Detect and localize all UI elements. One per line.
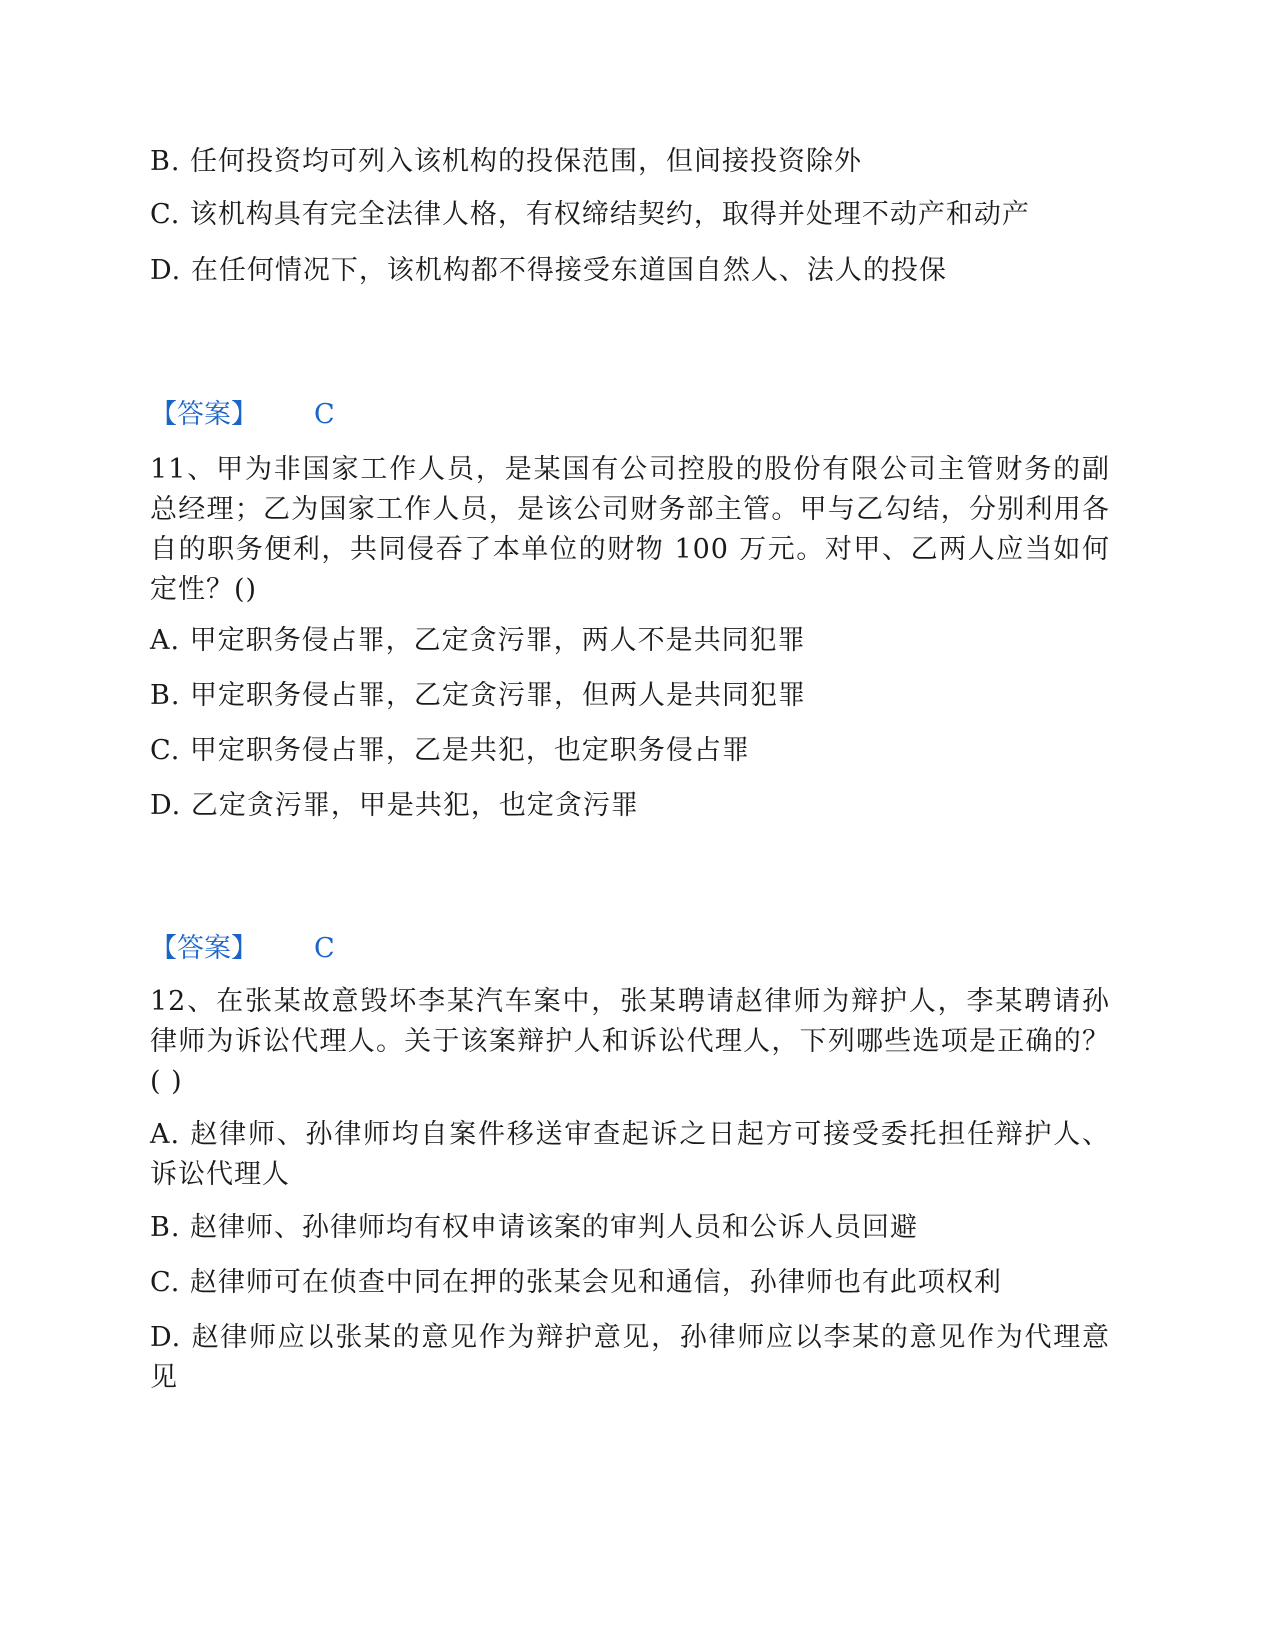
answer-label: 【答案】 <box>150 933 258 964</box>
answer-value: C <box>314 399 335 430</box>
answer-line <box>150 395 335 435</box>
option-b: B. 任何投资均可列入该机构的投保范围，但间接投资除外 <box>150 146 863 177</box>
question-12-option-d: D. 赵律师应以张某的意见作为辩护意见，孙律师应以李某的意见作为代理意见 <box>150 1322 1110 1393</box>
question-11-option-a: A. 甲定职务侵占罪，乙定贪污罪，两人不是共同犯罪 <box>150 625 806 656</box>
question-11-option-d: D. 乙定贪污罪，甲是共犯，也定贪污罪 <box>150 790 639 821</box>
answer-value: C <box>314 933 335 964</box>
question-12-stem: 12、在张某故意毁坏李某汽车案中，张某聘请赵律师为辩护人，李某聘请孙律师为诉讼代理人。关于该案辩护人和诉讼代理人，下列哪些选项是正确的？( ) <box>150 986 1110 1097</box>
question-11-option-c: C. 甲定职务侵占罪，乙是共犯，也定职务侵占罪 <box>150 735 750 766</box>
answer-line <box>150 929 335 969</box>
question-12-option-a: A. 赵律师、孙律师均自案件移送审查起诉之日起方可接受委托担任辩护人、诉讼代理人 <box>150 1119 1110 1190</box>
option-c: C. 该机构具有完全法律人格，有权缔结契约，取得并处理不动产和动产 <box>150 199 1030 230</box>
option-d: D. 在任何情况下，该机构都不得接受东道国自然人、法人的投保 <box>150 255 947 286</box>
question-12-option-c: C. 赵律师可在侦查中同在押的张某会见和通信，孙律师也有此项权利 <box>150 1267 1002 1298</box>
question-11-option-b: B. 甲定职务侵占罪，乙定贪污罪，但两人是共同犯罪 <box>150 680 807 711</box>
question-11-stem: 11、甲为非国家工作人员，是某国有公司控股的股份有限公司主管财务的副总经理；乙为国家工作人员，是该公司财务部主管。甲与乙勾结，分别利用各自的职务便利，共同侵吞了本单位的财物 100 万元。对甲、乙两人应当如何定性？() <box>150 454 1110 605</box>
answer-label: 【答案】 <box>150 399 258 430</box>
question-12-option-b: B. 赵律师、孙律师均有权申请该案的审判人员和公诉人员回避 <box>150 1212 919 1243</box>
